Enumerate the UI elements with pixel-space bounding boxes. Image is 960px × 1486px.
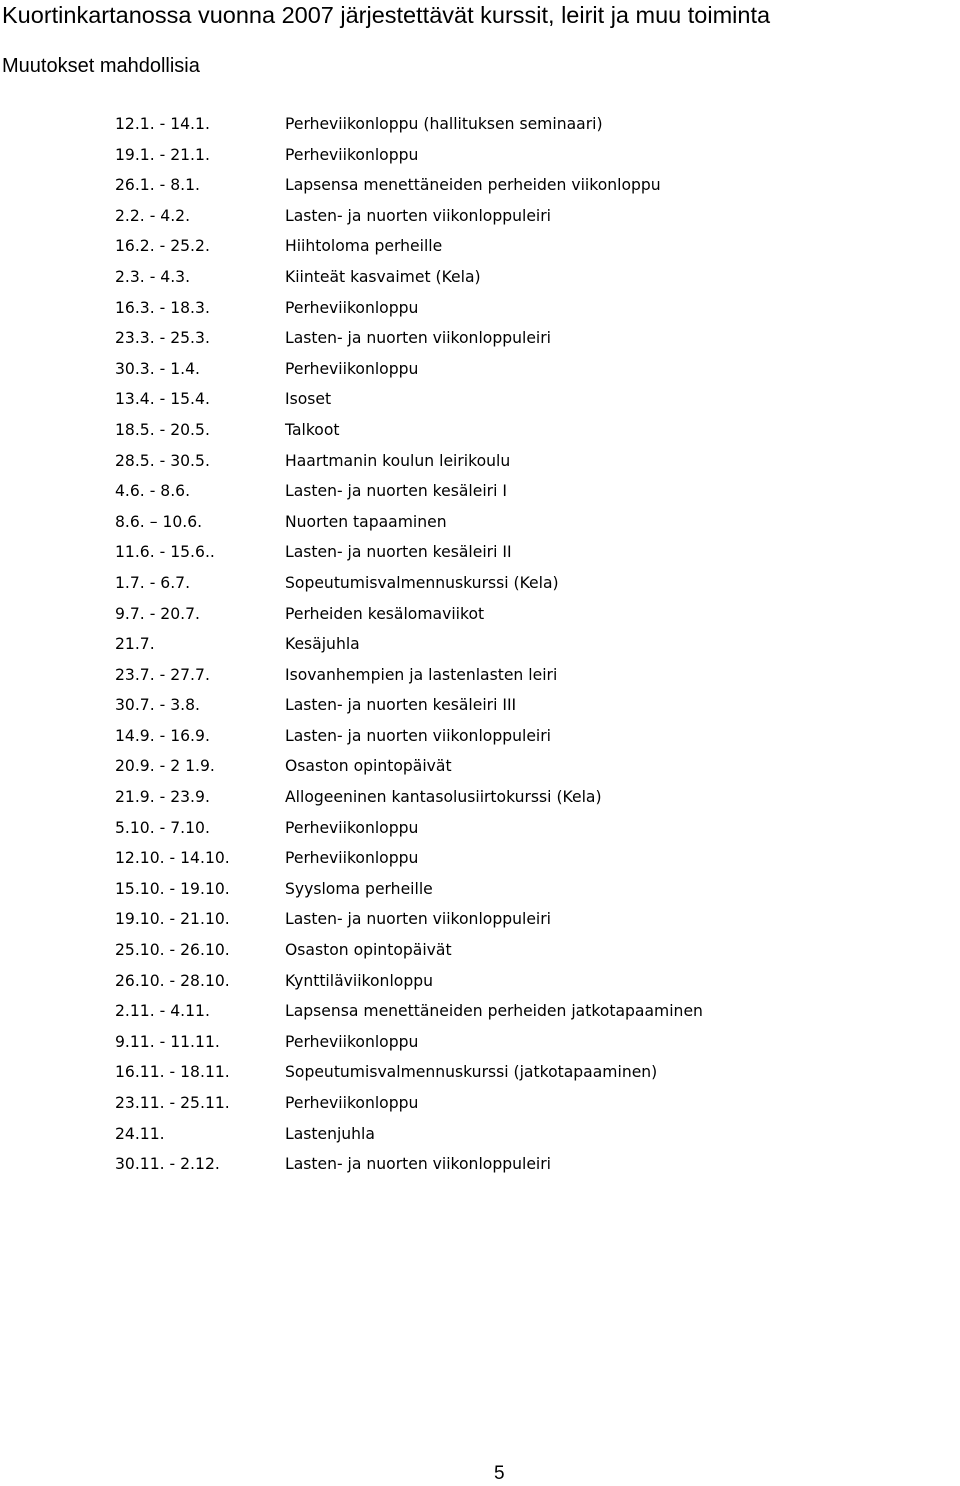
schedule-date: 26.10. - 28.10. xyxy=(115,971,230,990)
schedule-event: Lasten- ja nuorten viikonloppuleiri xyxy=(285,206,551,225)
schedule-row xyxy=(115,511,915,542)
page-title: Kuortinkartanossa vuonna 2007 järjestettävät kurssit, leirit ja muu toiminta xyxy=(2,2,771,28)
schedule-event: Perheviikonloppu (hallituksen seminaari) xyxy=(285,115,603,133)
schedule-row xyxy=(115,633,915,664)
schedule-date: 12.10. - 14.10. xyxy=(115,849,230,868)
schedule-event: Perheviikonloppu xyxy=(285,298,419,317)
schedule-event: Lastenjuhla xyxy=(285,1124,375,1143)
schedule-event: Nuorten tapaaminen xyxy=(285,512,447,531)
schedule-event: Sopeutumisvalmennuskurssi (jatkotapaaminen) xyxy=(285,1063,658,1082)
schedule-row xyxy=(115,1061,915,1092)
page-number: 5 xyxy=(494,1463,505,1484)
schedule-date: 23.7. - 27.7. xyxy=(115,665,210,684)
schedule-event: Osaston opintopäivät xyxy=(285,941,452,960)
schedule-row xyxy=(115,572,915,603)
schedule-row xyxy=(115,755,915,786)
page-subtitle: Muutokset mahdollisia xyxy=(2,55,200,77)
schedule-row xyxy=(115,144,915,175)
schedule-event: Lasten- ja nuorten viikonloppuleiri xyxy=(285,726,551,745)
schedule-event: Hiihtoloma perheille xyxy=(285,237,443,256)
schedule-event: Lasten- ja nuorten viikonloppuleiri xyxy=(285,910,551,929)
schedule-list xyxy=(115,113,915,1184)
schedule-event: Perheviikonloppu xyxy=(285,359,419,378)
schedule-row xyxy=(115,388,915,419)
schedule-date: 14.9. - 16.9. xyxy=(115,726,210,745)
schedule-row xyxy=(115,694,915,725)
schedule-row xyxy=(115,174,915,205)
schedule-row xyxy=(115,327,915,358)
schedule-event: Lasten- ja nuorten kesäleiri II xyxy=(285,543,512,562)
schedule-date: 23.11. - 25.11. xyxy=(115,1094,230,1112)
schedule-row xyxy=(115,450,915,481)
schedule-date: 11.6. - 15.6.. xyxy=(115,543,215,562)
schedule-date: 25.10. - 26.10. xyxy=(115,941,230,960)
schedule-row xyxy=(115,603,915,634)
schedule-date: 16.2. - 25.2. xyxy=(115,237,210,256)
schedule-row xyxy=(115,358,915,389)
schedule-event: Lasten- ja nuorten viikonloppuleiri xyxy=(285,329,551,348)
schedule-row xyxy=(115,541,915,572)
schedule-event: Sopeutumisvalmennuskurssi (Kela) xyxy=(285,573,559,592)
schedule-event: Lasten- ja nuorten viikonloppuleiri xyxy=(285,1155,551,1174)
schedule-date: 2.11. - 4.11. xyxy=(115,1002,210,1021)
schedule-event: Perheviikonloppu xyxy=(285,1094,419,1112)
schedule-date: 18.5. - 20.5. xyxy=(115,420,210,439)
schedule-date: 30.3. - 1.4. xyxy=(115,359,200,378)
schedule-date: 24.11. xyxy=(115,1124,165,1143)
schedule-date: 30.7. - 3.8. xyxy=(115,696,200,715)
schedule-row xyxy=(115,878,915,909)
schedule-date: 21.7. xyxy=(115,635,155,654)
schedule-event: Perheviikonloppu xyxy=(285,145,419,164)
schedule-row xyxy=(115,939,915,970)
schedule-row xyxy=(115,725,915,756)
schedule-row xyxy=(115,1123,915,1154)
schedule-date: 2.2. - 4.2. xyxy=(115,206,191,225)
schedule-date: 9.7. - 20.7. xyxy=(115,604,200,623)
schedule-row xyxy=(115,817,915,848)
schedule-date: 15.10. - 19.10. xyxy=(115,879,230,898)
schedule-event: Isovanhempien ja lastenlasten leiri xyxy=(285,665,558,684)
schedule-event: Talkoot xyxy=(285,420,340,439)
schedule-event: Kiinteät kasvaimet (Kela) xyxy=(285,267,481,286)
schedule-date: 26.1. - 8.1. xyxy=(115,176,200,195)
schedule-date: 28.5. - 30.5. xyxy=(115,451,210,470)
schedule-row xyxy=(115,970,915,1001)
schedule-date: 16.11. - 18.11. xyxy=(115,1063,230,1082)
schedule-date: 12.1. - 14.1. xyxy=(115,115,210,133)
schedule-row xyxy=(115,1031,915,1062)
schedule-row xyxy=(115,1153,915,1184)
schedule-row xyxy=(115,480,915,511)
schedule-row xyxy=(115,113,915,144)
schedule-date: 21.9. - 23.9. xyxy=(115,788,210,807)
schedule-event: Lapsensa menettäneiden perheiden viikonloppu xyxy=(285,176,661,195)
schedule-event: Perheiden kesälomaviikot xyxy=(285,604,485,623)
schedule-date: 20.9. - 2 1.9. xyxy=(115,757,215,776)
schedule-event: Syysloma perheille xyxy=(285,879,433,898)
schedule-date: 1.7. - 6.7. xyxy=(115,573,191,592)
schedule-date: 8.6. – 10.6. xyxy=(115,512,203,531)
schedule-row xyxy=(115,847,915,878)
schedule-event: Lasten- ja nuorten kesäleiri I xyxy=(285,482,507,501)
schedule-event: Kesäjuhla xyxy=(285,635,360,654)
schedule-date: 16.3. - 18.3. xyxy=(115,298,210,317)
schedule-event: Lasten- ja nuorten kesäleiri III xyxy=(285,696,517,715)
schedule-date: 19.1. - 21.1. xyxy=(115,145,210,164)
schedule-event: Kynttiläviikonloppu xyxy=(285,971,433,990)
schedule-row xyxy=(115,664,915,695)
schedule-event: Haartmanin koulun leirikoulu xyxy=(285,451,511,470)
schedule-event: Isoset xyxy=(285,390,332,409)
schedule-date: 23.3. - 25.3. xyxy=(115,329,210,348)
schedule-date: 13.4. - 15.4. xyxy=(115,390,210,409)
schedule-date: 9.11. - 11.11. xyxy=(115,1032,220,1051)
schedule-date: 2.3. - 4.3. xyxy=(115,267,191,286)
schedule-row xyxy=(115,235,915,266)
schedule-event: Osaston opintopäivät xyxy=(285,757,452,776)
schedule-row xyxy=(115,1000,915,1031)
schedule-event: Lapsensa menettäneiden perheiden jatkotapaaminen xyxy=(285,1002,703,1021)
schedule-event: Perheviikonloppu xyxy=(285,849,419,868)
schedule-event: Allogeeninen kantasolusiirtokurssi (Kela) xyxy=(285,788,602,807)
schedule-event: Perheviikonloppu xyxy=(285,1032,419,1051)
schedule-row xyxy=(115,419,915,450)
schedule-row xyxy=(115,1092,915,1123)
schedule-date: 30.11. - 2.12. xyxy=(115,1155,220,1174)
schedule-date: 5.10. - 7.10. xyxy=(115,818,210,837)
schedule-row xyxy=(115,908,915,939)
schedule-row xyxy=(115,205,915,236)
schedule-row xyxy=(115,266,915,297)
schedule-row xyxy=(115,297,915,328)
schedule-date: 19.10. - 21.10. xyxy=(115,910,230,929)
schedule-row xyxy=(115,786,915,817)
schedule-event: Perheviikonloppu xyxy=(285,818,419,837)
schedule-date: 4.6. - 8.6. xyxy=(115,482,191,501)
